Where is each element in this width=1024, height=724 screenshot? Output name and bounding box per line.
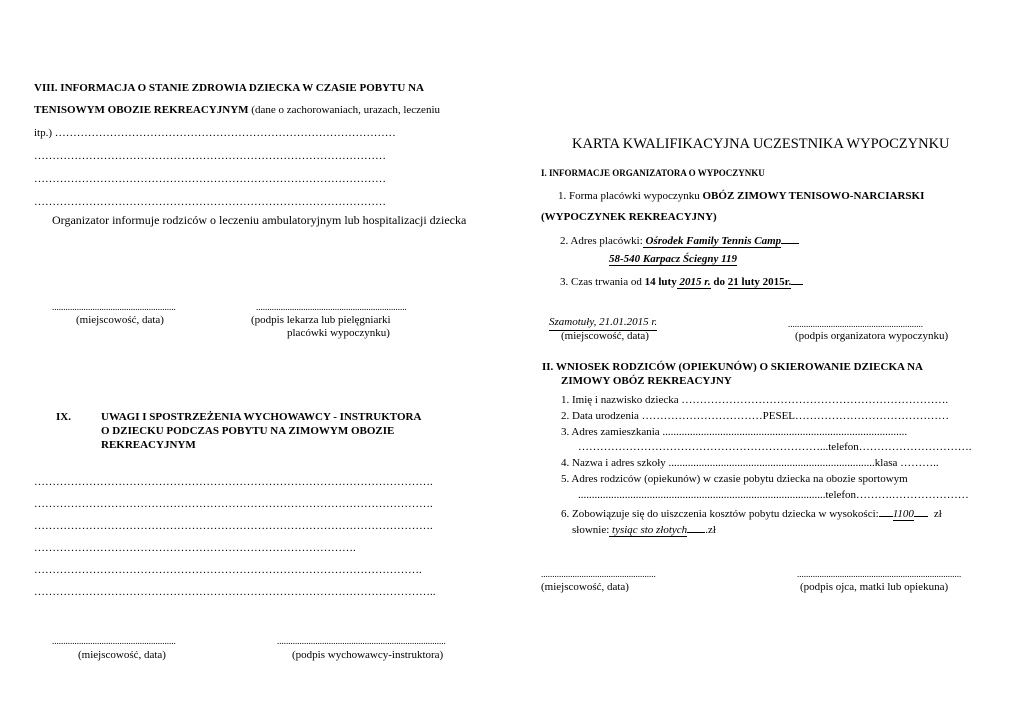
- section9-sig-dots-left[interactable]: .......................................................: [52, 636, 176, 646]
- section8-dots-2[interactable]: ……………………………………………………………………………………: [34, 173, 386, 185]
- section2-sig-dots-right[interactable]: .........................................................................: [797, 569, 962, 579]
- section2-heading-line1: II. WNIOSEK RODZICÓW (OPIEKUNÓW) O SKIEROWANIE DZIECKA NA: [542, 361, 923, 373]
- section1-heading: I. INFORMACJE ORGANIZATORA O WYPOCZYNKU: [541, 168, 765, 178]
- section8-heading-rest: (dane o zachorowaniach, urazach, leczeniu: [248, 104, 440, 116]
- section2-cost-words-label: słownie:: [572, 524, 610, 536]
- section9-dots-2[interactable]: ……………………………………………………………………………………………….: [34, 498, 433, 510]
- section1-item3: [560, 273, 803, 290]
- section2-field-parents-address: 5. Adres rodziców (opiekunów) w czasie pobytu dziecka na obozie sportowym: [561, 473, 908, 485]
- section1-item2-line2[interactable]: [609, 252, 737, 267]
- section8-heading-line2: [34, 103, 440, 118]
- section8-dots-1[interactable]: ……………………………………………………………………………………: [34, 150, 386, 162]
- section2-field-parents-phone[interactable]: ..........................................................................................telefon……….…………………: [578, 489, 969, 501]
- section1-item1-value: OBÓZ ZIMOWY TENISOWO-NARCIARSKI: [702, 190, 925, 202]
- section1-item1-value2: (WYPOCZYNEK REKREACYJNY): [541, 211, 717, 223]
- section9-dots-6[interactable]: ………………………………………………………………………………………………..: [34, 586, 436, 598]
- section2-cost-label: 6. Zobowiązuje się do uiszczenia kosztów pobytu dziecka w wysokości:: [561, 508, 879, 520]
- section8-sig-label-right-2: placówki wypoczynku): [287, 327, 390, 339]
- section1-item1: [558, 189, 924, 204]
- section2-field-cost: [561, 505, 942, 522]
- section1-item2-label: 2. Adres placówki:: [560, 235, 643, 247]
- section2-field-school[interactable]: 4. Nazwa i adres szkoły ...........................................................................klasa ………..: [561, 457, 939, 469]
- section2-field-cost-words: [572, 521, 716, 538]
- section8-sig-label-right-1: (podpis lekarza lub pielęgniarki: [251, 314, 391, 326]
- section8-heading-bold: TENISOWYM OBOZIE REKREACYJNYM: [34, 104, 249, 116]
- section2-field-address[interactable]: 3. Adres zamieszkania .........................................................................................: [561, 426, 908, 438]
- section9-sig-dots-right[interactable]: ...........................................................................: [277, 636, 446, 646]
- section8-dots-3[interactable]: ……………………………………………………………………………………: [34, 196, 386, 208]
- section2-sig-dots-left[interactable]: ...................................................: [541, 569, 656, 579]
- section1-sig-label-left: (miejscowość, data): [561, 330, 649, 342]
- section8-info-text: Organizator informuje rodziców o leczeniu ambulatoryjnym lub hospitalizacji dziecka: [52, 213, 467, 227]
- section1-item2: [560, 232, 799, 249]
- section8-sig-dots-right[interactable]: ...................................................................: [256, 302, 407, 312]
- section9-dots-3[interactable]: ……………………………………………………………………………………………….: [34, 520, 433, 532]
- section8-sig-label-left: (miejscowość, data): [76, 314, 164, 326]
- section8-line3[interactable]: itp.) …………………………………………………………………………………: [34, 127, 396, 139]
- section9-heading-line3: REKREACYJNYM: [101, 439, 196, 451]
- section1-sig-dots[interactable]: ............................................................: [788, 319, 923, 329]
- section2-cost-words-unit: .zł: [705, 524, 716, 536]
- section1-item3-to-label: do: [710, 276, 728, 288]
- section9-heading-line2: O DZIECKU PODCZAS POBYTU NA ZIMOWYM OBOZIE: [101, 425, 395, 437]
- section2-field-name[interactable]: 1. Imię i nazwisko dziecka ……………………………………………………………….: [561, 394, 949, 406]
- section2-field-birth-pesel[interactable]: 2. Data urodzenia ……………………………PESEL……………………………………: [561, 410, 950, 422]
- section1-item3-from: 14 luty: [644, 276, 677, 288]
- section9-number: IX.: [56, 411, 71, 423]
- section1-item3-from-rest[interactable]: 2015 r.: [676, 276, 711, 288]
- section1-item2-value2: 58-540 Karpacz Ścieg: [609, 253, 708, 265]
- section2-heading-line2: ZIMOWY OBÓZ REKREACYJNY: [561, 375, 732, 387]
- section9-heading-line1: UWAGI I SPOSTRZEŻENIA WYCHOWAWCY - INSTRUKTORA: [101, 411, 422, 423]
- section1-item2-value1[interactable]: Ośrodek Family Tennis Camp: [642, 235, 782, 247]
- section2-cost-amount[interactable]: 1100: [892, 508, 914, 520]
- section9-dots-5[interactable]: …………………………………………………………………………………………….: [34, 564, 422, 576]
- section1-item1-label: 1. Forma placówki wypoczynku: [558, 190, 703, 202]
- section1-item3-label: 3. Czas trwania od: [560, 276, 645, 288]
- section9-sig-label-right: (podpis wychowawcy-instruktora): [292, 649, 444, 661]
- section1-sig-label-right: (podpis organizatora wypoczynku): [795, 330, 949, 342]
- section2-sig-label-right: (podpis ojca, matki lub opiekuna): [800, 581, 949, 593]
- section8-heading-line1: VIII. INFORMACJA O STANIE ZDROWIA DZIECKA W CZASIE POBYTU NA: [34, 82, 424, 94]
- section2-sig-label-left: (miejscowość, data): [541, 581, 629, 593]
- section1-item2-value2b: ny 119: [707, 253, 738, 265]
- section8-sig-dots-left[interactable]: .......................................................: [52, 302, 176, 312]
- section2-cost-words[interactable]: tysiąc sto złotych: [609, 524, 688, 536]
- section1-item3-to[interactable]: 21 luty 2015r.: [727, 276, 792, 288]
- section9-dots-1[interactable]: ……………………………………………………………………………………………….: [34, 476, 433, 488]
- section9-sig-label-left: (miejscowość, data): [78, 649, 166, 661]
- section2-cost-unit: zł: [933, 508, 942, 520]
- section9-dots-4[interactable]: …………………………………………………………………………….: [34, 542, 356, 554]
- section1-place-date[interactable]: Szamotuły, 21.01.2015 r.: [549, 315, 657, 331]
- form-title: KARTA KWALIFIKACYJNA UCZESTNIKA WYPOCZYNKU: [572, 136, 950, 152]
- section2-field-address-phone[interactable]: …………………………………………………………...telefon………………………….: [578, 441, 972, 453]
